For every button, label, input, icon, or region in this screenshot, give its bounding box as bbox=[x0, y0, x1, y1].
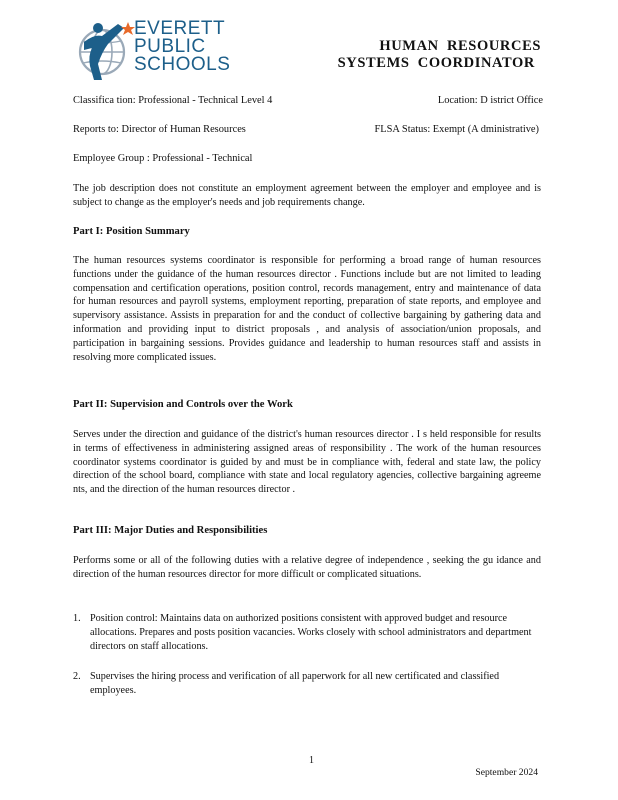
page-title bbox=[338, 38, 541, 72]
meta-row-3 bbox=[73, 153, 543, 164]
list-number: 2. bbox=[73, 671, 81, 682]
list-item bbox=[73, 612, 541, 653]
list-item bbox=[73, 670, 541, 698]
logo-line-2: PUBLIC bbox=[134, 36, 206, 57]
list-text: Supervises the hiring process and verification of all paperwork for all new certificated and classified employees. bbox=[90, 671, 500, 696]
list-text: Position control: Maintains data on authorized positions consistent with approved budget and resource allocations. Prepares and posts position vacancies. Works closely with school administrators and department directors on staff allocations. bbox=[90, 613, 532, 652]
part-3-heading: Part III: Major Duties and Responsibilities bbox=[73, 525, 268, 536]
title-line-1: HUMAN RESOURCES bbox=[379, 38, 541, 54]
logo-line-3: SCHOOLS bbox=[134, 54, 231, 75]
page-number: 1 bbox=[309, 755, 314, 766]
title-line-2: SYSTEMS COORDINATOR bbox=[337, 55, 535, 71]
flsa-status: FLSA Status: Exempt (A dministrative) bbox=[374, 124, 539, 135]
logo-wordmark bbox=[134, 20, 230, 74]
list-number: 1. bbox=[73, 613, 81, 624]
intro-paragraph: The job description does not constitute an employment agreement between the employer and employee and is subject to change as the employer's needs and job requirements change. bbox=[73, 183, 541, 208]
reports-to: Reports to: Director of Human Resources bbox=[73, 124, 246, 135]
part-1-heading: Part I: Position Summary bbox=[73, 226, 190, 237]
meta-row-2 bbox=[73, 124, 539, 135]
location: Location: D istrict Office bbox=[437, 95, 543, 106]
logo-line-1: EVERETT bbox=[134, 18, 226, 39]
part-3-intro: Performs some or all of the following duties with a relative degree of independence , seeking the gu idance and direction of the human resources director for more difficult or complicated situations. bbox=[73, 555, 541, 580]
meta-row-1 bbox=[73, 95, 543, 106]
employee-group: Employee Group : Professional - Technical bbox=[73, 153, 253, 164]
footer-date: September 2024 bbox=[475, 767, 538, 778]
part-2-body: Serves under the direction and guidance of the district's human resources director . I s held responsible for results in terms of effectiveness in administering assigned areas of responsibility . The work of the human resources coordinator systems coordinator is guided by and must be in compliance with, federal and state law, the policy direction of the school board, compliance with state and local regulatory agencies, collective bargaining agreeme nts, and the direction of the human resources director . bbox=[73, 429, 541, 496]
part-2-heading: Part II: Supervision and Controls over the Work bbox=[73, 399, 293, 410]
classification: Classifica tion: Professional - Technical Level 4 bbox=[73, 95, 273, 106]
part-1-body: The human resources systems coordinator is responsible for performing a broad range of human resources functions under the guidance of the human resources director . Functions include but are not limited to leading compensation and certification operations, position control, records management, entry and maintenance of data for human resources and payroll systems, employment reporting, preparation of state reports, and employee and supervisory assistance. Assists in preparation for and the conduct of collective bargaining by gathering data and information and providing input to district proposals , and analysis of association/union proposals, and participation in bargaining sessions. Provides guidance and leadership to human resources staff and assists in resolving more complicated issues. bbox=[73, 255, 541, 363]
globe-person-icon bbox=[80, 23, 124, 80]
star-icon bbox=[121, 22, 135, 35]
